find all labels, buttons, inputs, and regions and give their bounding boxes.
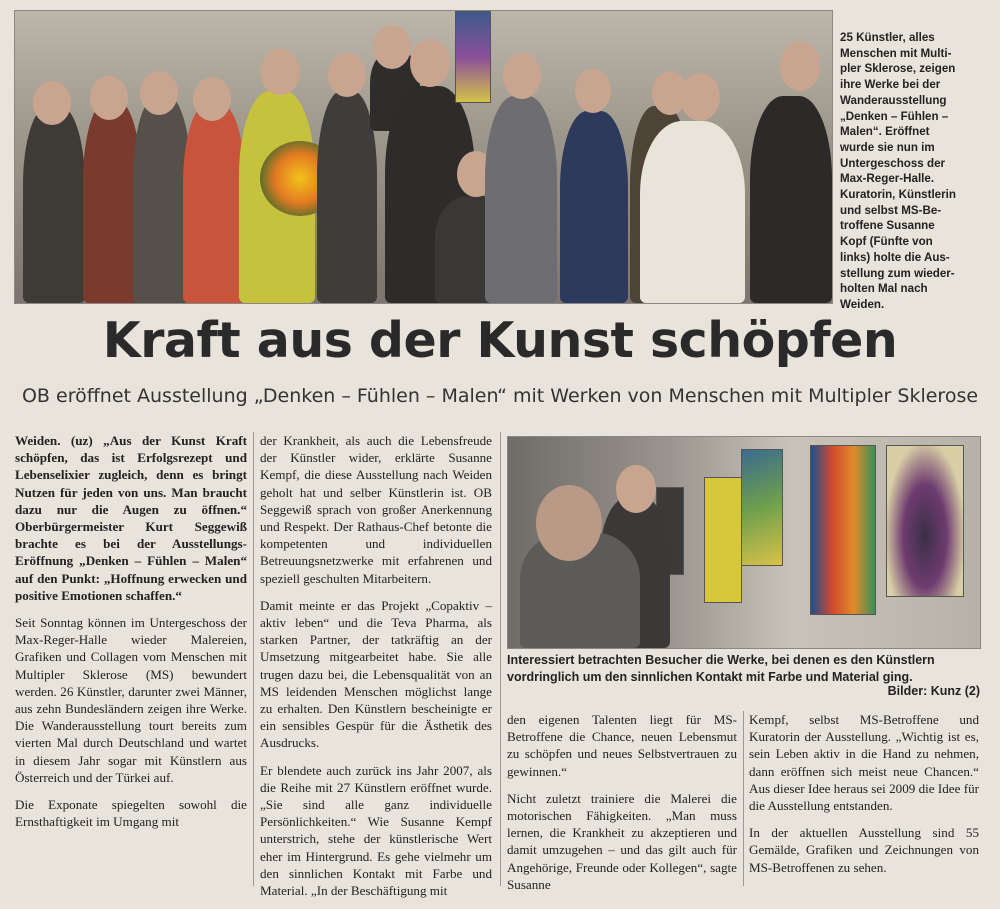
wall-painting xyxy=(455,11,491,103)
person-head xyxy=(33,81,71,125)
person-head xyxy=(260,49,300,95)
body-paragraph: In der aktuellen Ausstellung sind 55 Gemälde, Grafiken und Zeichnungen von MS-Betroffenen zu sehen. xyxy=(749,825,979,875)
person-head xyxy=(410,39,450,87)
person-head xyxy=(575,69,611,113)
person-head xyxy=(503,53,541,99)
body-paragraph: Damit meinte er das Projekt „Copaktiv – aktiv leben“ und die Teva Pharma, als starken Partner, der tatkräftig an der Umsetzung mitgearbeitet habe. Sie alle trugen dazu bei, die Lebensqualität von an MS leidenden Menschen möglichst lange zu erhalten. Den Künstlern bescheinigte er ein sensibles Gespür für die Ästhetik des Ausdrucks. xyxy=(260,597,492,751)
article-column-2 xyxy=(260,432,492,909)
headline: Kraft aus der Kunst schöpfen xyxy=(102,312,898,369)
body-paragraph: Seit Sonntag können im Untergeschoss der Max-Reger-Halle wieder Malereien, Grafiken und Collagen vom Menschen mit Multipler Sklerose (MS) bewundert werden. 26 Künstler, darunter zwei Männer, aus zehn Bundesländern zeigen ihre Werke. Die Wanderausstellung tourt bereits zum vierten Mal durch Deutschland und wartet in diesem Jahr sogar mit Künstlern aus Österreich und der Türkei auf. xyxy=(15,615,247,785)
person-figure xyxy=(23,106,85,303)
person-head xyxy=(616,465,656,513)
person-head xyxy=(680,73,720,121)
body-paragraph: Er blendete auch zurück ins Jahr 2007, als die Reihe mit 27 Künstlern eröffnet wurde. „Sie sind alle ganz individuelle Persönlichkeiten.“ Wie Susanne Kempf unterstrich, stehe der künstlerische Wert eher im Hintergrund. Es gehe vielmehr um den sinnlichen Kontakt mit Farbe und Material. „In der Beschäftigung mit xyxy=(260,762,492,899)
person-figure xyxy=(640,121,745,303)
exhibition-photo xyxy=(507,436,981,649)
body-paragraph: der Krankheit, als auch die Lebensfreude der Künstler wider, erklärte Susanne Kempf, die diese Ausstellung nach Weiden geholt hat und selber Künstlerin ist. OB Seggewiß sprach von großer Anerkennung und Respekt. Der Rathaus-Chef betonte die kompetenten und individuellen Betreuungsnetzwerke mit erfahrenen und speziell geschulten Mitarbeitern. xyxy=(260,433,492,586)
article-column-4 xyxy=(749,711,979,886)
wall-painting xyxy=(741,449,783,566)
person-head xyxy=(140,71,178,115)
person-head xyxy=(780,41,820,91)
article-column-1 xyxy=(15,432,247,840)
person-figure xyxy=(183,103,245,303)
person-head xyxy=(328,53,366,97)
top-photo-caption: 25 Künstler, alles Menschen mit Multi- pler Sklerose, zeigen ihre Werke bei der Wanderausstellung „Denken – Fühlen – Malen“. Eröffnet wurde sie nun im Untergeschoss der Max-Reger-Halle. Kuratorin, Künstlerin und selbst MS-Be- troffene Susanne Kopf (Fünfte von links) holte die Aus- stellung zum wieder- holten Mal nach Weiden. xyxy=(840,31,956,311)
photo-credit: Bilder: Kunz (2) xyxy=(887,684,980,698)
subheadline: OB eröffnet Ausstellung „Denken – Fühlen – Malen“ mit Werken von Menschen mit Multipler Sklerose xyxy=(21,385,979,407)
person-figure xyxy=(317,91,377,303)
person-head xyxy=(90,76,128,120)
body-paragraph: Kempf, selbst MS-Betroffene und Kuratorin der Ausstellung. „Wichtig ist es, sein Leben aktiv in die Hand zu nehmen, dann eröffnen sich meist neue Chancen.“ Aus dieser Idee heraus sei 2009 die Idee für die Ausstellung entstanden. xyxy=(749,712,979,814)
body-paragraph: Die Exponate spiegelten sowohl die Ernsthaftigkeit im Umgang mit xyxy=(15,797,247,830)
body-paragraph: den eigenen Talenten liegt für MS-Betroffene die Chance, neuen Lebensmut zu schöpfen und neues Selbstvertrauen zu gewinnen.“ xyxy=(507,712,737,779)
wall-painting xyxy=(704,477,742,603)
person-figure xyxy=(560,111,628,303)
person-figure xyxy=(485,96,557,303)
person-head xyxy=(193,77,231,121)
article-column-3 xyxy=(507,711,737,903)
person-figure xyxy=(750,96,832,303)
column-divider xyxy=(500,432,501,886)
person-head xyxy=(373,25,411,69)
column-divider xyxy=(253,432,254,886)
body-paragraph: Nicht zuletzt trainiere die Malerei die motorischen Fähigkeiten. „Man muss lernen, die Krankheit zu akzeptieren und damit umzugehen – und das gilt auch für Angehörige, Freunde oder Kollegen“, sagte Susanne xyxy=(507,790,737,892)
lead-paragraph: Weiden. (uz) „Aus der Kunst Kraft schöpfen, das ist Erfolgsrezept und Lebenselixier zugleich, denn es bringt Nutzen für jeden von uns. Man braucht dazu nur die Augen zu öffnen.“ Oberbürgermeister Kurt Seggewiß brachte es bei der Ausstellungs-Eröffnung „Denken – Fühlen – Malen“ auf den Punkt: „Hoffnung erwecken und positive Emotionen schaffen.“ xyxy=(15,433,247,603)
group-photo xyxy=(14,10,833,304)
exhibition-photo-caption: Interessiert betrachten Besucher die Werke, bei denen es den Künstlern vordringlich um den sinnlichen Kontakt mit Farbe und Material ging. xyxy=(507,653,935,684)
column-divider xyxy=(743,711,744,886)
wall-painting xyxy=(886,445,964,597)
wall-painting xyxy=(810,445,876,615)
person-head xyxy=(536,485,602,561)
